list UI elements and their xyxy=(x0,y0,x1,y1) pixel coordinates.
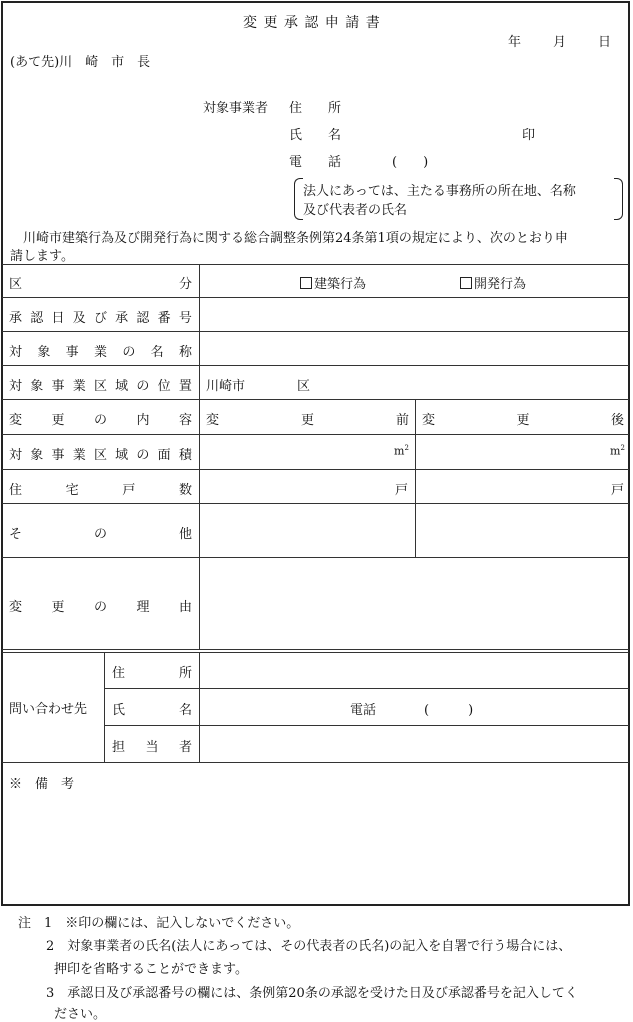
other-before-field[interactable] xyxy=(200,504,414,556)
option-development[interactable]: 開発行為 xyxy=(460,273,526,292)
note-1: 注 1 ※印の欄には、記入しないでください。 xyxy=(18,916,300,931)
checkbox-building[interactable] xyxy=(300,277,312,289)
label-project-name: 対 象 事 業 の 名 称 xyxy=(9,345,192,360)
note-2-line2: 押印を省略することができます。 xyxy=(54,962,248,977)
label-reason: 変 更 の 理 由 xyxy=(9,600,192,615)
housing-after-unit[interactable]: 戸 xyxy=(611,483,625,498)
row-line xyxy=(2,762,629,763)
project-name-field[interactable] xyxy=(200,332,628,364)
label-contact: 問い合わせ先 xyxy=(9,702,88,717)
row-line xyxy=(104,688,629,689)
applicant-label: 対象事業者 xyxy=(203,101,269,116)
label-category: 区 分 xyxy=(9,277,192,292)
approval-field[interactable] xyxy=(200,298,628,330)
date-month[interactable]: 月 xyxy=(553,35,567,50)
corporate-note-line1: 法人にあっては、主たる事務所の所在地、名称 xyxy=(303,184,576,199)
other-after-field[interactable] xyxy=(416,504,628,556)
label-project-location: 対 象 事 業 区 域 の 位 置 xyxy=(9,379,192,394)
header-after: 変 更 後 xyxy=(422,413,624,428)
corporate-note-line2: 及び代表者の氏名 xyxy=(303,203,408,218)
label-other: そ の 他 xyxy=(9,527,192,542)
note-3-line1: 3 承認日及び承認番号の欄には、条例第20条の承認を受けた日及び承認番号を記入してく xyxy=(46,986,578,1001)
intro-line1: 川崎市建築行為及び開発行為に関する総合調整条例第24条第1項の規定により、次のとおり申 xyxy=(10,231,568,246)
note-3-line2: ださい。 xyxy=(54,1007,107,1022)
row-line xyxy=(2,434,629,435)
label-contact-name: 氏 名 xyxy=(112,703,192,718)
col-line xyxy=(104,652,105,762)
date-year[interactable]: 年 xyxy=(508,35,522,50)
bracket-left xyxy=(294,178,303,220)
applicant-phone-parens: ( ) xyxy=(392,155,429,170)
addressee: (あて先)川 崎 市 長 xyxy=(10,55,151,70)
area-after-unit[interactable]: $m^2$ xyxy=(610,444,625,458)
housing-before-unit[interactable]: 戸 xyxy=(395,483,409,498)
row-line xyxy=(2,649,629,650)
reason-field[interactable] xyxy=(200,558,628,648)
applicant-phone-label[interactable]: 電 話 xyxy=(289,155,342,170)
contact-phone-label[interactable]: 電話 xyxy=(350,703,377,718)
label-approval: 承 認 日 及 び 承 認 番 号 xyxy=(9,311,192,326)
contact-person-field[interactable] xyxy=(200,726,628,761)
form-title: 変 更 承 認 申 請 書 xyxy=(243,15,381,31)
checkbox-development[interactable] xyxy=(460,277,472,289)
area-before-unit[interactable]: $m^2$ xyxy=(394,444,409,458)
contact-phone-parens: ( ) xyxy=(424,703,474,718)
label-change-content: 変 更 の 内 容 xyxy=(9,413,192,428)
label-contact-address: 住 所 xyxy=(112,666,192,681)
label-area: 対 象 事 業 区 域 の 面 積 xyxy=(9,448,192,463)
header-before: 変 更 前 xyxy=(206,413,409,428)
applicant-name-label[interactable]: 氏 名 xyxy=(289,128,342,143)
label-housing: 住 宅 戸 数 xyxy=(9,483,192,498)
contact-address-field[interactable] xyxy=(200,653,628,687)
table-top-line xyxy=(2,264,629,265)
option-building[interactable]: 建築行為 xyxy=(300,273,366,292)
seal-mark: 印 xyxy=(522,128,536,143)
label-remarks: ※ 備 考 xyxy=(9,777,75,792)
date-day[interactable]: 日 xyxy=(598,35,612,50)
location-field[interactable]: 川崎市 区 xyxy=(206,379,311,394)
intro-line2: 請します。 xyxy=(10,249,74,264)
label-contact-person: 担 当 者 xyxy=(112,740,192,755)
applicant-address-label[interactable]: 住 所 xyxy=(289,101,342,116)
row-line xyxy=(2,469,629,470)
bracket-right xyxy=(614,178,623,220)
row-line xyxy=(2,399,629,400)
row-line xyxy=(2,365,629,366)
note-2-line1: 2 対象事業者の氏名(法人にあっては、その代表者の氏名)の記入を自署で行う場合には、 xyxy=(46,939,572,954)
